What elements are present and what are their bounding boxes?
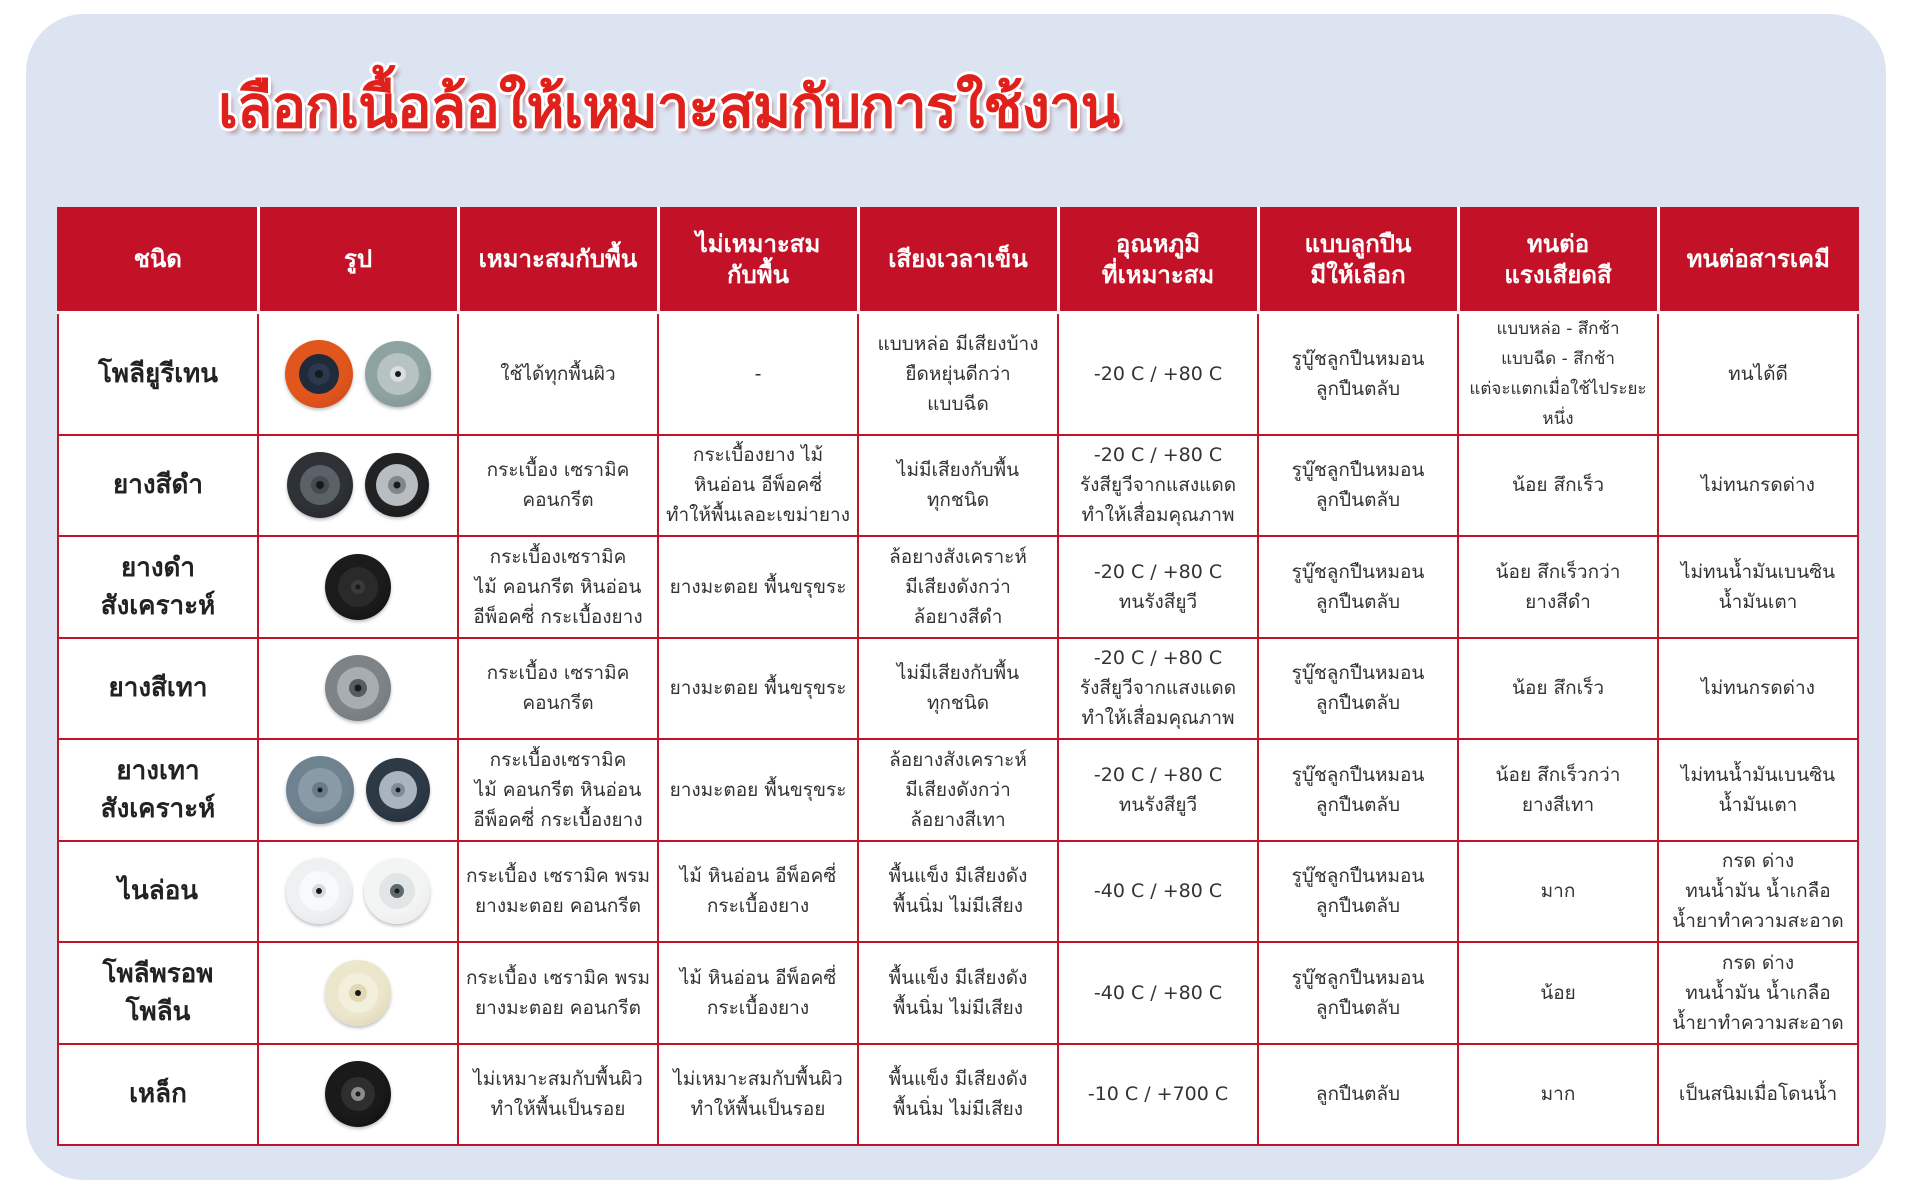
cell-line: รูบู๊ชลูกปืนหมอน (1291, 347, 1425, 370)
cell-line: ทนน้ำมัน น้ำเกลือ (1685, 880, 1831, 903)
type-cell (58, 638, 258, 740)
header-bearing (1258, 208, 1458, 312)
cell-line: กระเบื้อง เซรามิค พรม (466, 865, 650, 888)
header-line: ไม่เหมาะสม (695, 229, 821, 258)
cell-line: -20 C / +80 C (1093, 560, 1223, 583)
wheel-images (263, 842, 453, 942)
cell-line: ลูกปืนตลับ (1315, 692, 1401, 715)
cell-line: ลูกปืนตลับ (1315, 996, 1401, 1019)
bearing-cell (1258, 536, 1458, 638)
noise-cell (858, 435, 1058, 537)
bearing-cell (1258, 1044, 1458, 1146)
cell-line: กระเบื้องยาง (706, 996, 810, 1019)
cell-line: น้อย สึกเร็ว (1511, 474, 1605, 497)
cell-line: ทำให้เสื่อมคุณภาพ (1081, 707, 1235, 730)
cell-line: หินอ่อน อีพ็อคซี่ (693, 474, 823, 497)
cell-line: พื้นแข็ง มีเสียงดัง (888, 1068, 1028, 1091)
cell-line: กระเบื้อง เซรามิค (486, 459, 630, 482)
header-suitable-floor (458, 208, 658, 312)
temperature-cell (1058, 739, 1258, 841)
gray-rubber-wheel-icon (325, 655, 391, 721)
cell-line: ทนรังสียูวี (1118, 590, 1198, 613)
cell-line: -20 C / +80 C (1093, 763, 1223, 786)
header-line: มีให้เลือก (1310, 260, 1406, 289)
header-line: ที่เหมาะสม (1101, 260, 1215, 289)
suitable-floor-cell (458, 435, 658, 537)
table-row (58, 1044, 1858, 1146)
cell-line: คอนกรีต (522, 692, 594, 715)
cell-line: ยืดหยุ่นดีกว่า (905, 362, 1011, 385)
type-cell (58, 942, 258, 1044)
chemical-cell (1658, 435, 1858, 537)
cell-line: แบบฉีด (927, 392, 989, 415)
cell-line: มาก (1540, 880, 1576, 903)
gray-synthetic-rubber-wheel-icon (286, 756, 354, 824)
cell-line: ทำให้เสื่อมคุณภาพ (1081, 504, 1235, 527)
cell-line: ทุกชนิด (926, 692, 990, 715)
cell-line: -40 C / +80 C (1093, 981, 1223, 1004)
noise-cell (858, 1044, 1058, 1146)
cell-line: พื้นนิ่ม ไม่มีเสียง (892, 895, 1024, 918)
abrasion-cell (1458, 312, 1658, 435)
cell-line: กระเบื้องเซรามิค (489, 748, 627, 771)
abrasion-cell (1458, 536, 1658, 638)
cell-line: แบบหล่อ มีเสียงบ้าง (877, 332, 1039, 355)
cell-line: แต่จะแตกเมื่อใช้ไประยะหนึ่ง (1469, 378, 1647, 429)
suitable-floor-cell (458, 312, 658, 435)
cell-line: -10 C / +700 C (1087, 1083, 1229, 1106)
cell-line: สังเคราะห์ (100, 793, 216, 824)
unsuitable-floor-cell (658, 536, 858, 638)
image-cell (258, 1044, 458, 1146)
cell-line: ไม้ คอนกรีต หินอ่อน (474, 778, 642, 801)
cell-line: น้ำมันเตา (1718, 590, 1798, 613)
cell-line: น้อย สึกเร็วกว่า (1495, 763, 1621, 786)
noise-cell (858, 942, 1058, 1044)
cell-line: พื้นแข็ง มีเสียงดัง (888, 865, 1028, 888)
cell-line: ทำให้พื้นเป็นรอย (690, 1098, 826, 1121)
black-synthetic-rubber-wheel-icon (325, 554, 391, 620)
header-chemical (1658, 208, 1858, 312)
abrasion-cell (1458, 942, 1658, 1044)
wheel-material-table (57, 207, 1859, 1146)
cell-line: ล้อยางสีเทา (910, 808, 1006, 831)
cell-line: ลูกปืนตลับ (1315, 895, 1401, 918)
bearing-cell (1258, 435, 1458, 537)
temperature-cell (1058, 942, 1258, 1044)
header-line: ทนต่อ (1526, 229, 1590, 258)
cell-line: ลูกปืนตลับ (1315, 377, 1401, 400)
cell-line: ยางมะตอย พื้นขรุขระ (669, 677, 847, 700)
cell-line: กระเบื้องเซรามิค (489, 545, 627, 568)
bearing-cell (1258, 312, 1458, 435)
cell-line: -20 C / +80 C (1093, 647, 1223, 670)
suitable-floor-cell (458, 942, 658, 1044)
cell-line: ยางสีเทา (1521, 793, 1595, 816)
cell-line: น้ำยาทำความสะอาด (1672, 910, 1844, 933)
cell-line: ยางมะตอย พื้นขรุขระ (669, 778, 847, 801)
header-unsuitable-floor (658, 208, 858, 312)
cell-line: โพลีน (125, 996, 191, 1027)
suitable-floor-cell (458, 739, 658, 841)
header-type (58, 208, 258, 312)
cell-line: ลูกปืนตลับ (1315, 793, 1401, 816)
image-cell (258, 841, 458, 943)
suitable-floor-cell (458, 841, 658, 943)
type-cell (58, 1044, 258, 1146)
cell-line: -40 C / +80 C (1093, 880, 1223, 903)
temperature-cell (1058, 1044, 1258, 1146)
cell-line: มีเสียงดังกว่า (905, 778, 1011, 801)
cell-line: กระเบื้องยาง (706, 895, 810, 918)
black-rubber-wheel-metal-hub-icon (365, 453, 429, 517)
wheel-images (263, 537, 453, 637)
chemical-cell (1658, 841, 1858, 943)
header-abrasion (1458, 208, 1658, 312)
cell-line: น้ำยาทำความสะอาด (1672, 1011, 1844, 1034)
noise-cell (858, 841, 1058, 943)
cell-line: น้อย สึกเร็วกว่า (1495, 560, 1621, 583)
wheel-images (263, 639, 453, 739)
unsuitable-floor-cell (658, 638, 858, 740)
header-line: แรงเสียดสี (1504, 260, 1612, 289)
chemical-cell (1658, 536, 1858, 638)
cell-line: ยางมะตอย คอนกรีต (475, 895, 641, 918)
wheel-images (263, 740, 453, 840)
type-cell (58, 536, 258, 638)
image-cell (258, 739, 458, 841)
header-line: ทนต่อสารเคมี (1686, 245, 1830, 274)
table-row (58, 435, 1858, 537)
noise-cell (858, 536, 1058, 638)
cell-line: กระเบื้องยาง ไม้ (692, 444, 824, 467)
orange-polyurethane-wheel-icon (285, 340, 353, 408)
cell-line: กระเบื้อง เซรามิค พรม (466, 966, 650, 989)
chemical-cell (1658, 638, 1858, 740)
cell-line: ลูกปืนตลับ (1315, 1083, 1401, 1106)
cell-line: ทำให้พื้นเป็นรอย (490, 1098, 626, 1121)
wheel-images (263, 943, 453, 1043)
bearing-cell (1258, 942, 1458, 1044)
dark-gray-synthetic-rubber-wheel-icon (366, 758, 430, 822)
cream-polypropylene-wheel-icon (325, 960, 391, 1026)
cell-line: พื้นนิ่ม ไม่มีเสียง (892, 1098, 1024, 1121)
unsuitable-floor-cell (658, 942, 858, 1044)
image-cell (258, 312, 458, 435)
cell-line: -20 C / +80 C (1093, 362, 1223, 385)
table-row (58, 942, 1858, 1044)
cell-line: ลูกปืนตลับ (1315, 590, 1401, 613)
cell-line: น้อย (1540, 981, 1576, 1004)
header-line: เสียงเวลาเข็น (888, 245, 1028, 274)
page-title: เลือกเนื้อล้อให้เหมาะสมกับการใช้งาน (218, 73, 1120, 141)
type-cell (58, 739, 258, 841)
abrasion-cell (1458, 435, 1658, 537)
cell-line: ทนได้ดี (1728, 362, 1788, 385)
cell-line: ไม่มีเสียงกับพื้น (896, 662, 1020, 685)
header-temperature (1058, 208, 1258, 312)
cell-line: ไนล่อน (117, 876, 199, 907)
cell-line: ไม่ทนน้ำมันเบนซิน (1680, 560, 1836, 583)
abrasion-cell (1458, 739, 1658, 841)
temperature-cell (1058, 638, 1258, 740)
cell-line: ไม้ คอนกรีต หินอ่อน (474, 575, 642, 598)
temperature-cell (1058, 435, 1258, 537)
cell-line: แบบฉีด - สึกช้า (1501, 348, 1615, 369)
type-cell (58, 435, 258, 537)
abrasion-cell (1458, 638, 1658, 740)
header-line: เหมาะสมกับพื้น (478, 245, 638, 274)
cell-line: มีเสียงดังกว่า (905, 575, 1011, 598)
cell-line: ทำให้พื้นเลอะเขม่ายาง (665, 504, 851, 527)
cell-line: ยางดำ (120, 552, 195, 583)
gray-polyurethane-wheel-icon (365, 341, 431, 407)
cell-line: ล้อยางสีดำ (913, 605, 1003, 628)
cell-line: โพลียูรีเทน (97, 358, 219, 389)
unsuitable-floor-cell (658, 435, 858, 537)
cell-line: ทนน้ำมัน น้ำเกลือ (1685, 981, 1831, 1004)
table-row (58, 536, 1858, 638)
cell-line: กระเบื้อง เซรามิค (486, 662, 630, 685)
cell-line: คอนกรีต (522, 489, 594, 512)
cell-line: รูบู๊ชลูกปืนหมอน (1291, 459, 1425, 482)
cell-line: - (754, 362, 762, 385)
unsuitable-floor-cell (658, 841, 858, 943)
cell-line: ล้อยางสังเคราะห์ (889, 545, 1027, 568)
cell-line: รูบู๊ชลูกปืนหมอน (1291, 560, 1425, 583)
wheel-images (263, 314, 453, 434)
noise-cell (858, 739, 1058, 841)
noise-cell (858, 638, 1058, 740)
cell-line: ยางมะตอย คอนกรีต (475, 996, 641, 1019)
cell-line: ลูกปืนตลับ (1315, 489, 1401, 512)
temperature-cell (1058, 312, 1258, 435)
header-line: กับพื้น (727, 260, 789, 289)
cell-line: พื้นนิ่ม ไม่มีเสียง (892, 996, 1024, 1019)
cell-line: แบบหล่อ - สึกช้า (1496, 318, 1620, 339)
cell-line: ล้อยางสังเคราะห์ (889, 748, 1027, 771)
black-rubber-wheel-gray-hub-icon (287, 452, 353, 518)
unsuitable-floor-cell (658, 312, 858, 435)
header-line: แบบลูกปืน (1304, 229, 1412, 258)
cell-line: รูบู๊ชลูกปืนหมอน (1291, 865, 1425, 888)
cell-line: รูบู๊ชลูกปืนหมอน (1291, 763, 1425, 786)
white-nylon-wheel-icon (286, 858, 352, 924)
table-row (58, 312, 1858, 435)
table-row (58, 638, 1858, 740)
cell-line: ยางมะตอย พื้นขรุขระ (669, 575, 847, 598)
cell-line: ไม่เหมาะสมกับพื้นผิว (673, 1068, 843, 1091)
cell-line: มาก (1540, 1083, 1576, 1106)
cell-line: รูบู๊ชลูกปืนหมอน (1291, 662, 1425, 685)
unsuitable-floor-cell (658, 739, 858, 841)
noise-cell (858, 312, 1058, 435)
suitable-floor-cell (458, 536, 658, 638)
header-line: รูป (343, 245, 373, 274)
cell-line: ไม่ทนน้ำมันเบนซิน (1680, 763, 1836, 786)
image-cell (258, 638, 458, 740)
cell-line: รังสียูวีจากแสงแดด (1079, 677, 1237, 700)
wheel-images (263, 436, 453, 536)
cell-line: พื้นแข็ง มีเสียงดัง (888, 966, 1028, 989)
type-cell (58, 312, 258, 435)
cell-line: ทนรังสียูวี (1118, 793, 1198, 816)
chemical-cell (1658, 739, 1858, 841)
cell-line: รังสียูวีจากแสงแดด (1079, 474, 1237, 497)
unsuitable-floor-cell (658, 1044, 858, 1146)
cell-line: โพลีพรอพ (102, 958, 214, 989)
header-line: อุณหภูมิ (1115, 229, 1201, 258)
bearing-cell (1258, 841, 1458, 943)
table-row (58, 841, 1858, 943)
wheel-images (263, 1045, 453, 1145)
chemical-cell (1658, 312, 1858, 435)
cell-line: น้อย สึกเร็ว (1511, 677, 1605, 700)
cell-line: กรด ด่าง (1721, 951, 1795, 974)
cell-line: อีพ็อคซี่ กระเบื้องยาง (473, 808, 643, 831)
suitable-floor-cell (458, 1044, 658, 1146)
cell-line: ยางสีเทา (108, 673, 208, 704)
table-header-row (58, 208, 1858, 312)
cell-line: สังเคราะห์ (100, 590, 216, 621)
abrasion-cell (1458, 841, 1658, 943)
cell-line: รูบู๊ชลูกปืนหมอน (1291, 966, 1425, 989)
black-steel-wheel-icon (325, 1061, 391, 1127)
cell-line: -20 C / +80 C (1093, 444, 1223, 467)
cell-line: ไม่มีเสียงกับพื้น (896, 459, 1020, 482)
cell-line: ยางสีดำ (1525, 590, 1591, 613)
cell-line: อีพ็อคซี่ กระเบื้องยาง (473, 605, 643, 628)
cell-line: ไม้ หินอ่อน อีพ็อคซี่ (679, 966, 837, 989)
type-cell (58, 841, 258, 943)
image-cell (258, 435, 458, 537)
cell-line: เป็นสนิมเมื่อโดนน้ำ (1678, 1083, 1838, 1106)
bearing-cell (1258, 739, 1458, 841)
temperature-cell (1058, 536, 1258, 638)
header-noise (858, 208, 1058, 312)
chemical-cell (1658, 1044, 1858, 1146)
header-image (258, 208, 458, 312)
cell-line: ไม่เหมาะสมกับพื้นผิว (473, 1068, 643, 1091)
cell-line: กรด ด่าง (1721, 850, 1795, 873)
cell-line: ยางเทา (116, 755, 200, 786)
cell-line: ยางสีดำ (113, 470, 203, 501)
chemical-cell (1658, 942, 1858, 1044)
cell-line: ใช้ได้ทุกพื้นผิว (500, 362, 616, 385)
image-cell (258, 942, 458, 1044)
cell-line: น้ำมันเตา (1718, 793, 1798, 816)
bearing-cell (1258, 638, 1458, 740)
cell-line: ไม่ทนกรดด่าง (1701, 474, 1815, 497)
header-line: ชนิด (133, 245, 182, 274)
suitable-floor-cell (458, 638, 658, 740)
cell-line: ทุกชนิด (926, 489, 990, 512)
white-nylon-wheel-gray-hub-icon (364, 858, 430, 924)
table-row (58, 739, 1858, 841)
cell-line: ไม้ หินอ่อน อีพ็อคซี่ (679, 865, 837, 888)
image-cell (258, 536, 458, 638)
temperature-cell (1058, 841, 1258, 943)
cell-line: ไม่ทนกรดด่าง (1701, 677, 1815, 700)
cell-line: เหล็ก (129, 1079, 187, 1110)
abrasion-cell (1458, 1044, 1658, 1146)
